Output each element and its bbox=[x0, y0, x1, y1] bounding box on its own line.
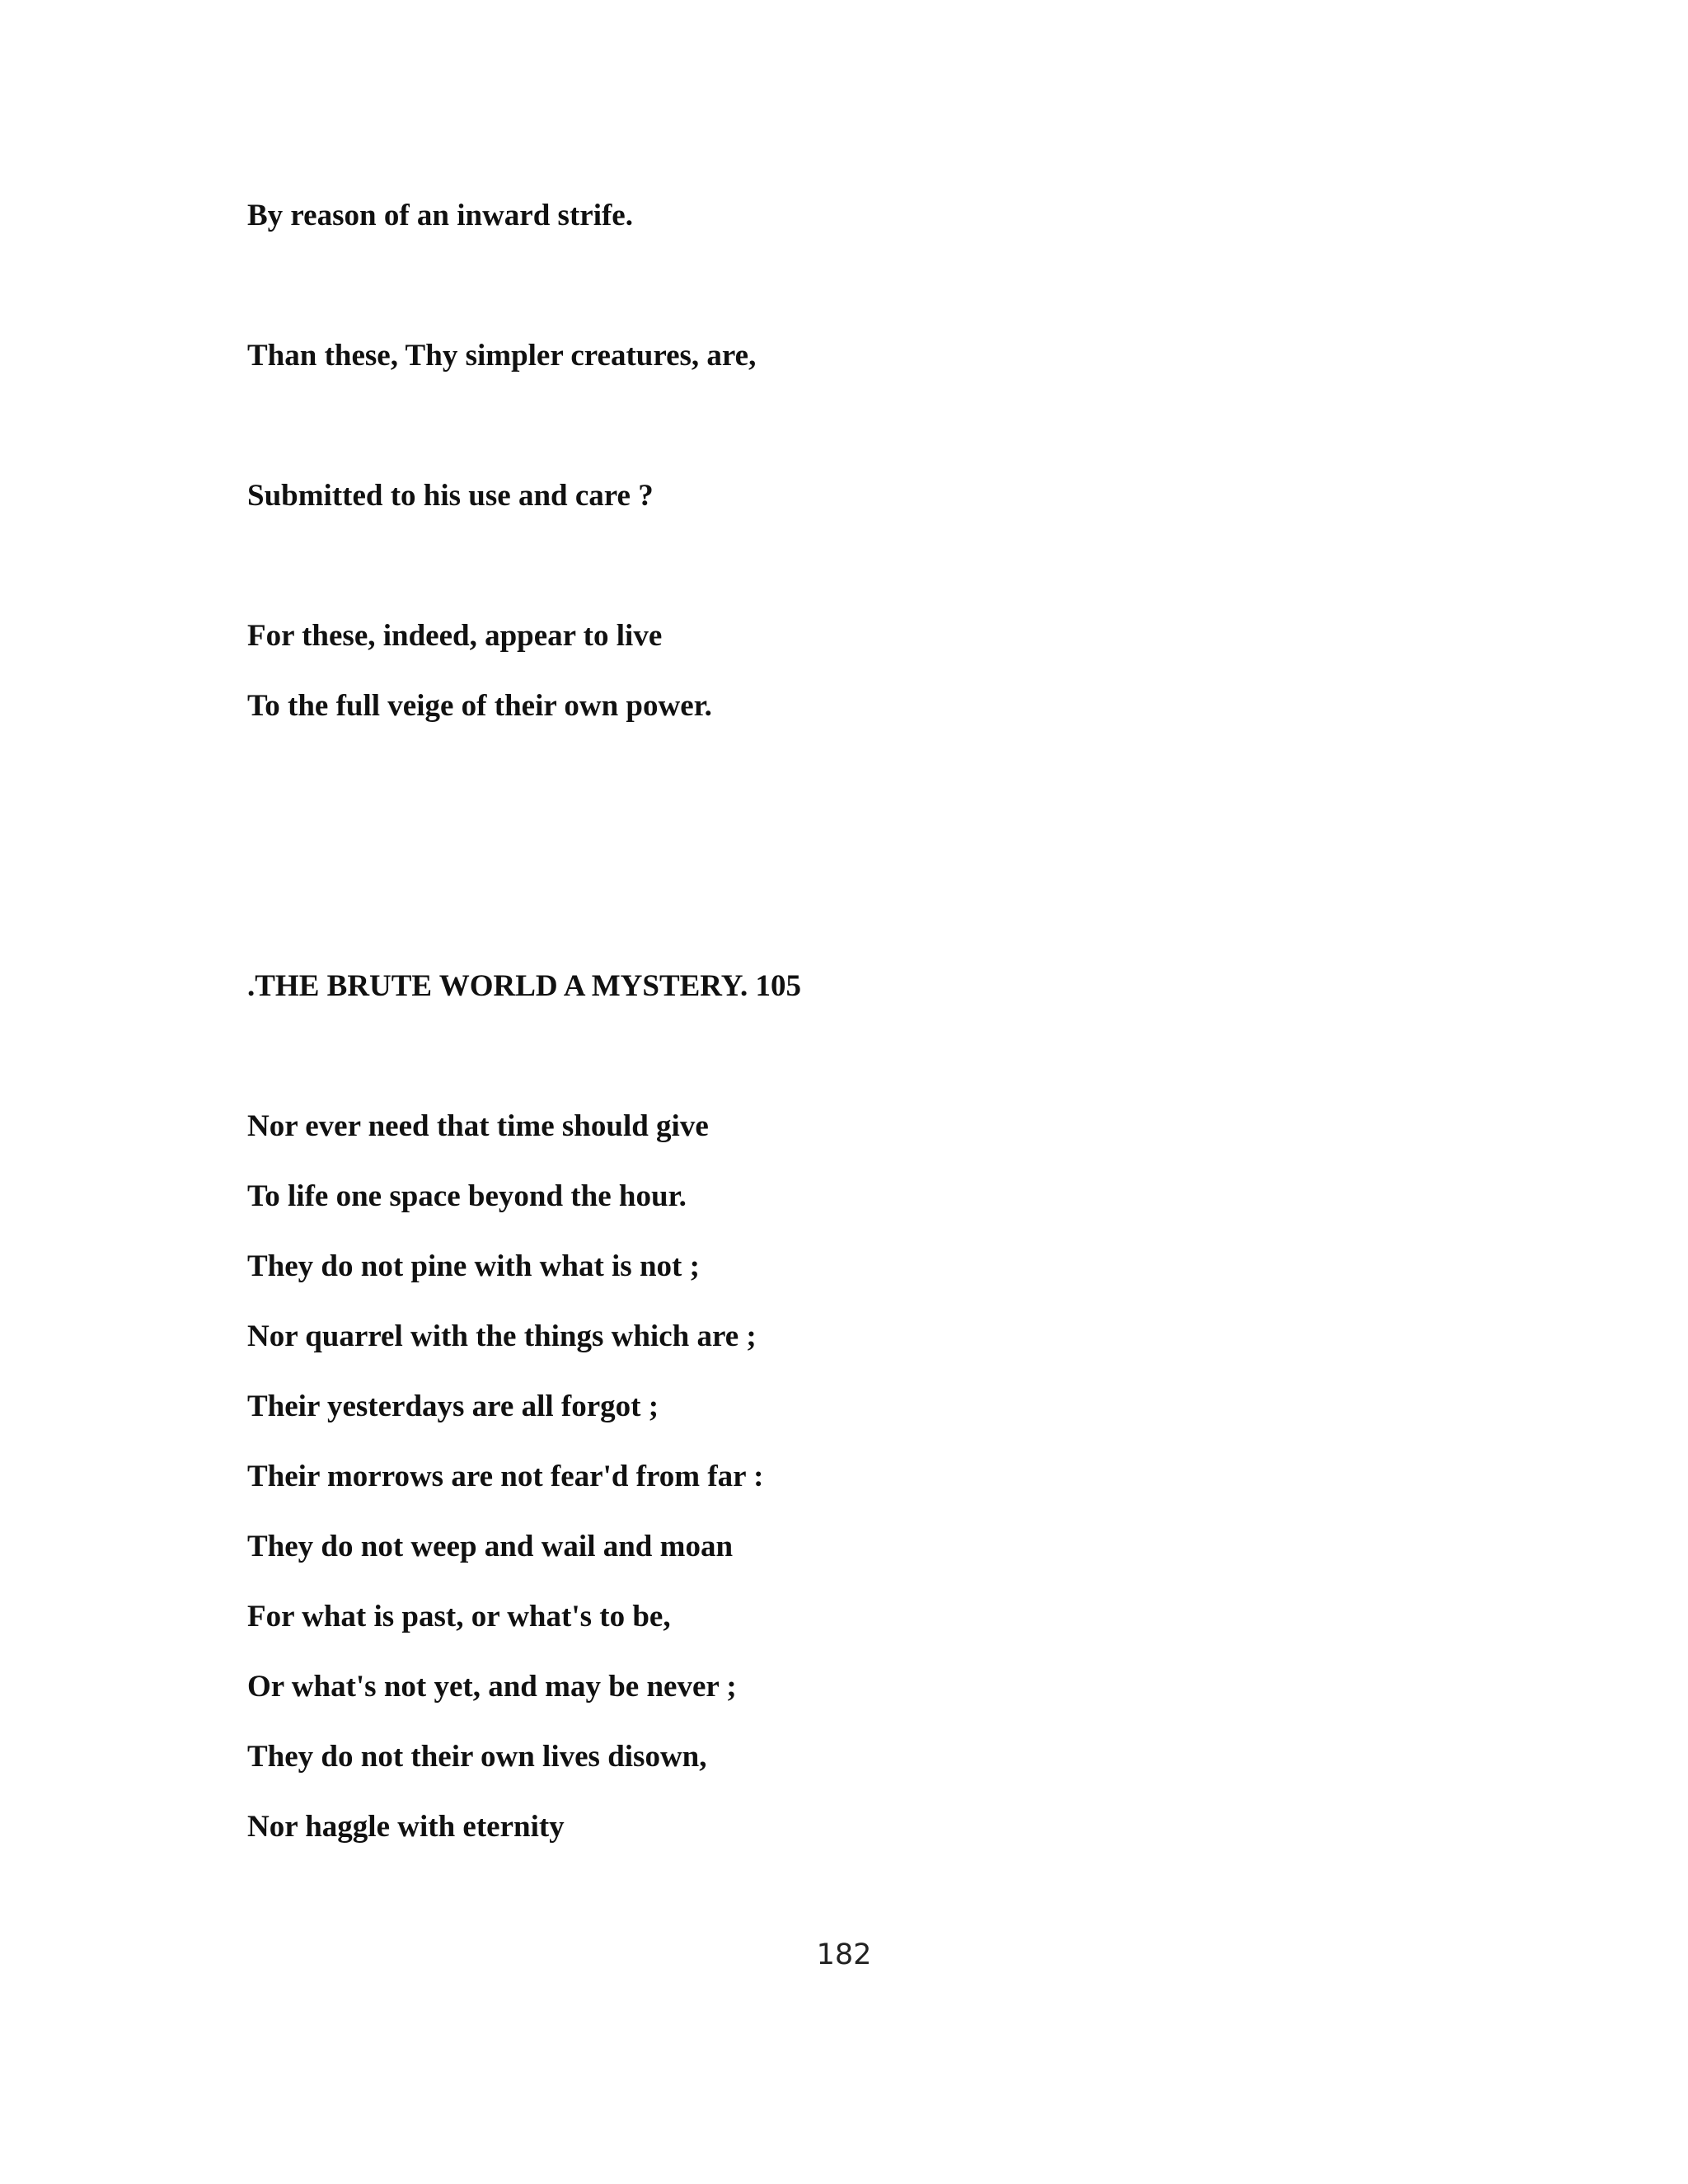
verse-line: Nor quarrel with the things which are ; bbox=[247, 1319, 757, 1353]
verse-line: To the full veige of their own power. bbox=[247, 689, 712, 723]
verse-line: By reason of an inward strife. bbox=[247, 199, 633, 232]
verse-line: Nor ever need that time should give bbox=[247, 1109, 709, 1143]
verse-line: Or what's not yet, and may be never ; bbox=[247, 1670, 737, 1704]
verse-line: For what is past, or what's to be, bbox=[247, 1600, 671, 1633]
verse-line: They do not weep and wail and moan bbox=[247, 1530, 734, 1563]
verse-line: They do not their own lives disown, bbox=[247, 1740, 707, 1774]
verse-line: Submitted to his use and care ? bbox=[247, 479, 654, 513]
running-header: .THE BRUTE WORLD A MYSTERY. 105 bbox=[247, 969, 802, 1003]
verse-line: They do not pine with what is not ; bbox=[247, 1249, 700, 1283]
verse-line: Than these, Thy simpler creatures, are, bbox=[247, 339, 757, 373]
verse-line: Nor haggle with eternity bbox=[247, 1810, 565, 1844]
verse-line: Their morrows are not fear'd from far : bbox=[247, 1460, 764, 1493]
verse-line: For these, indeed, appear to live bbox=[247, 619, 663, 653]
verse-line: Their yesterdays are all forgot ; bbox=[247, 1390, 659, 1423]
verse-line: To life one space beyond the hour. bbox=[247, 1179, 687, 1213]
page-number: 182 bbox=[816, 1938, 872, 1971]
